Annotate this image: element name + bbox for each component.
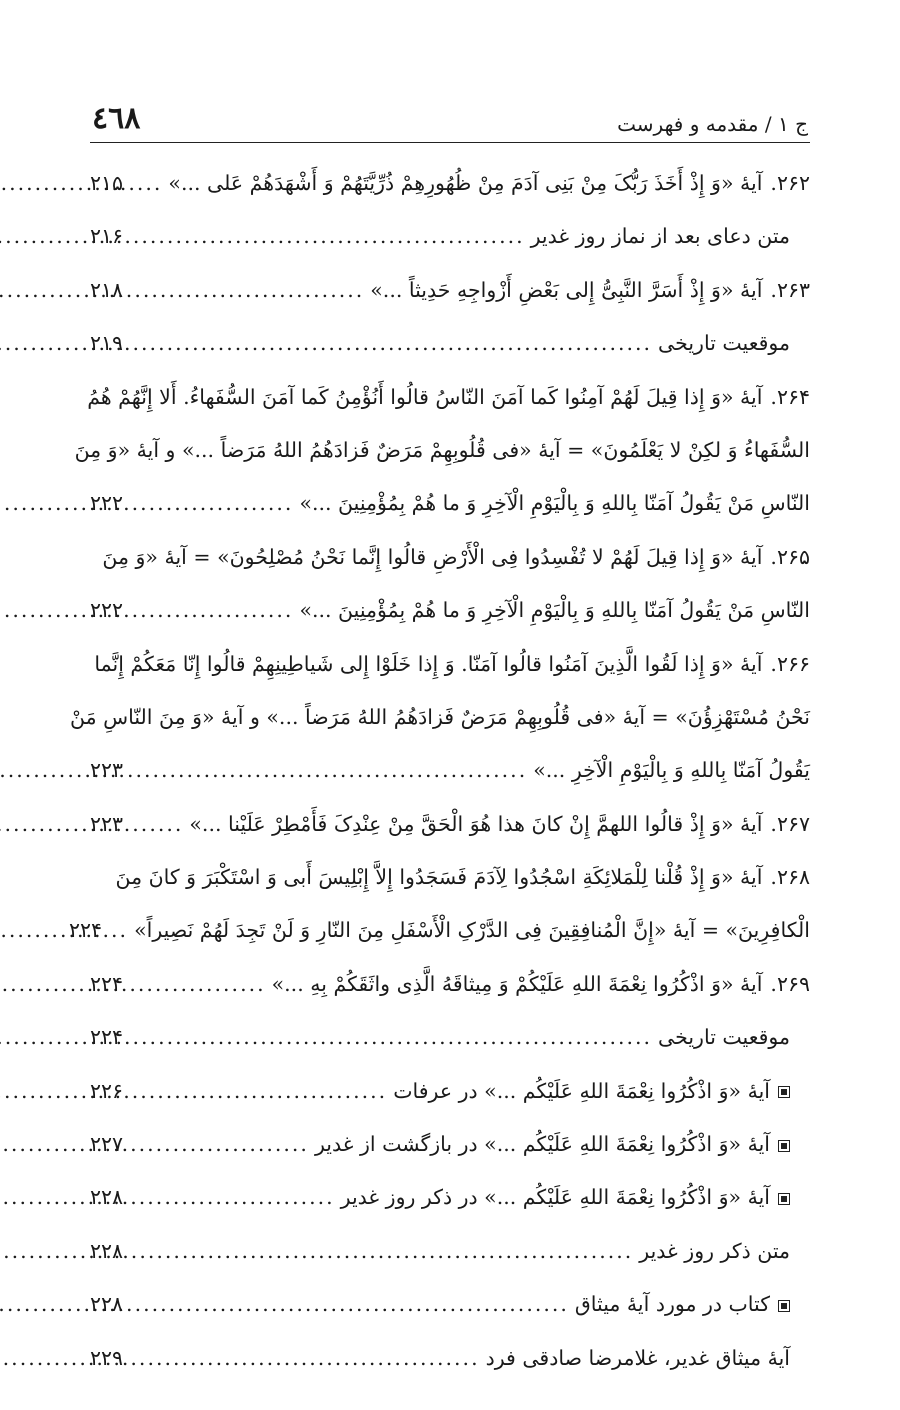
toc-line <box>90 1171 810 1224</box>
toc-line <box>90 1118 810 1171</box>
toc-entry-number: ۲۶۷. <box>770 811 810 836</box>
toc-entry-title: نَحْنُ مُسْتَهْزِؤُنَ» = آیهٔ «فی قُلُوبِهِمْ مَرَضٌ فَزادَهُمُ اللهُ مَرَضاً ...» و آیهٔ «وَ مِنَ النّاسِ مَنْ <box>69 704 810 729</box>
toc-entry-title: آیهٔ «وَ إِذْ أَسَرَّ النَّبِیُّ إِلی بَعْضِ أَزْواجِهِ حَدِیثاً ...» <box>370 277 763 302</box>
toc-entry-number: ۲۶۴. <box>770 384 810 409</box>
toc-line <box>90 958 810 1011</box>
toc-page-number: ۲۲۷ <box>90 1132 124 1157</box>
toc-entry-text <box>90 531 810 584</box>
square-bullet-icon <box>778 1086 790 1098</box>
dot-leader <box>129 210 525 263</box>
toc-line <box>87 371 810 424</box>
toc-line <box>90 157 810 210</box>
dot-leader <box>129 1278 569 1331</box>
toc-entry-text <box>658 317 790 370</box>
toc-entry-title: موقعیت تاریخی <box>658 331 790 356</box>
toc-entry-title: آیهٔ «وَ اذْکُرُوا نِعْمَةَ اللهِ عَلَیْکُم ...» در بازگشت از غدیر <box>314 1132 770 1157</box>
toc-entry-number: ۲۶۹. <box>770 971 810 996</box>
dot-leader <box>129 317 652 370</box>
toc-line <box>74 424 810 477</box>
toc-entry-text <box>134 904 810 957</box>
toc-entry-title: موقعیت تاریخی <box>658 1025 790 1050</box>
toc-page-number: ۲۲۶ <box>90 1078 124 1103</box>
toc-entry-title: آیهٔ «وَ اذْکُرُوا نِعْمَةَ اللهِ عَلَیْکُمْ وَ مِیثاقَهُ الَّذِی واثَقَکُمْ بِهِ ...» <box>271 971 763 996</box>
toc-line <box>90 1278 810 1331</box>
toc-page-number: ۲۲۴ <box>69 918 103 943</box>
page-header <box>90 92 810 143</box>
dot-leader <box>129 1065 387 1118</box>
toc-page-number: ۲۲۸ <box>90 1185 124 1210</box>
toc-entry-text <box>272 958 810 1011</box>
table-of-contents <box>69 157 810 1385</box>
toc-entry-text <box>189 798 810 851</box>
toc-entry-text <box>168 157 810 210</box>
toc-entry-number: ۲۶۲. <box>770 171 810 195</box>
toc-entry-number: ۲۶۵. <box>770 544 810 569</box>
toc-line <box>90 264 810 317</box>
toc-entry-title: آیهٔ «وَ إِذا لَقُوا الَّذِینَ آمَنُوا قالُوا آمَنّا. وَ إِذا خَلَوْا إِلی شَیاطِینِهِمْ قالُوا إِنّا مَعَکُمْ إِنَّما <box>94 651 763 676</box>
toc-entry-text <box>575 1278 790 1331</box>
toc-line <box>90 638 810 691</box>
toc-line <box>90 317 810 370</box>
toc-page-number: ۲۲۸ <box>90 1238 124 1263</box>
toc-entry-text <box>658 1011 790 1064</box>
toc-page-number: ۲۲۳ <box>90 811 124 836</box>
toc-line <box>90 1065 810 1118</box>
toc-page-number: ۲۲۳ <box>90 758 124 783</box>
toc-entry-title: آیهٔ میثاق غدیر، غلامرضا صادقی فرد <box>485 1345 790 1370</box>
dot-leader <box>129 1171 335 1224</box>
toc-page-number: ۲۱۹ <box>90 331 124 356</box>
toc-line <box>90 798 810 851</box>
toc-entry-number: ۲۶۸. <box>770 865 810 890</box>
toc-page-number: ۲۲۸ <box>90 1292 124 1317</box>
toc-entry-text <box>486 1332 790 1385</box>
toc-page-number: ۲۲۴ <box>90 971 124 996</box>
toc-entry-text <box>393 1065 790 1118</box>
toc-line <box>69 904 810 957</box>
toc-entry-title: متن دعای بعد از نماز روز غدیر <box>530 224 790 249</box>
toc-entry-text <box>315 1118 790 1171</box>
dot-leader <box>129 584 293 637</box>
dot-leader <box>129 157 162 210</box>
toc-entry-text <box>533 744 810 797</box>
dot-leader <box>129 1332 480 1385</box>
toc-entry-text <box>341 1171 790 1224</box>
book-page <box>69 92 810 1385</box>
dot-leader <box>129 958 266 1011</box>
toc-page-number: ۲۲۹ <box>90 1345 124 1370</box>
page-number: ٤٦٨ <box>92 101 141 136</box>
toc-page-number: ۲۲۲ <box>90 491 124 516</box>
toc-entry-text <box>299 584 810 637</box>
toc-line <box>90 584 810 637</box>
toc-entry-title: آیهٔ «وَ إِذْ أَخَذَ رَبُّکَ مِنْ بَنِی آدَمَ مِنْ ظُهُورِهِمْ ذُرِّیَّتَهُمْ وَ أَشْهَدَهُمْ عَلی ...» <box>168 171 763 195</box>
toc-entry-text <box>639 1225 790 1278</box>
toc-line <box>90 1225 810 1278</box>
toc-page-number: ۲۱۵ <box>90 171 124 195</box>
toc-entry-title: النّاسِ مَنْ یَقُولُ آمَنّا بِاللهِ وَ بِالْیَوْمِ الْآخِرِ وَ ما هُمْ بِمُؤْمِنِینَ ...» <box>299 491 810 516</box>
square-bullet-icon <box>778 1300 790 1312</box>
toc-entry-title: آیهٔ «وَ إِذْ قالُوا اللهمَّ إِنْ کانَ هذا هُوَ الْحَقَّ مِنْ عِنْدِکَ فَأَمْطِرْ عَلَیْنا ...» <box>189 811 763 836</box>
square-bullet-icon <box>778 1193 790 1205</box>
toc-entry-number: ۲۶۶. <box>770 651 810 676</box>
dot-leader <box>108 904 128 957</box>
toc-entry-text <box>531 210 790 263</box>
toc-line <box>90 477 810 530</box>
dot-leader <box>129 477 293 530</box>
toc-page-number: ۲۱۸ <box>90 277 124 302</box>
running-title: ج ۱ / مقدمه و فهرست <box>617 112 808 136</box>
toc-entry-title: الْکافِرِینَ» = آیهٔ «إِنَّ الْمُنافِقِینَ فِی الدَّرْکِ الْأَسْفَلِ مِنَ النّارِ وَ لَنْ تَجِدَ لَهُمْ نَصِیراً» <box>134 918 810 943</box>
toc-entry-text <box>299 477 810 530</box>
toc-entry-title: السُّفَهاءُ وَ لکِنْ لا یَعْلَمُونَ» = آیهٔ «فی قُلُوبِهِمْ مَرَضٌ فَزادَهُمُ اللهُ مَرَضاً ...» و آیهٔ «وَ مِنَ <box>74 437 810 462</box>
toc-entry-title: آیهٔ «وَ إِذا قِیلَ لَهُمْ آمِنُوا کَما آمَنَ النّاسُ قالُوا أَنُؤْمِنُ کَما آمَنَ السُّفَهاءُ. أَلا إِنَّهُمْ هُمُ <box>87 384 763 409</box>
toc-entry-title: متن ذکر روز غدیر <box>639 1238 790 1263</box>
toc-page-number: ۲۲۲ <box>90 598 124 623</box>
toc-entry-text <box>90 851 810 904</box>
toc-line <box>90 851 810 904</box>
square-bullet-icon <box>778 1140 790 1152</box>
toc-line <box>69 691 810 744</box>
toc-entry-number: ۲۶۳. <box>770 277 810 302</box>
toc-line <box>90 744 810 797</box>
dot-leader <box>129 744 527 797</box>
toc-line <box>90 1332 810 1385</box>
dot-leader <box>129 1225 633 1278</box>
toc-line <box>90 531 810 584</box>
toc-line <box>90 1011 810 1064</box>
dot-leader <box>129 1011 652 1064</box>
dot-leader <box>129 798 183 851</box>
toc-entry-text <box>90 638 810 691</box>
toc-entry-text <box>75 424 810 477</box>
toc-entry-title: آیهٔ «وَ اذْکُرُوا نِعْمَةَ اللهِ عَلَیْکُم ...» در ذکر روز غدیر <box>340 1185 770 1210</box>
toc-entry-text <box>70 691 810 744</box>
toc-page-number: ۲۱۶ <box>90 224 124 249</box>
dot-leader <box>129 264 364 317</box>
toc-entry-title: آیهٔ «وَ اذْکُرُوا نِعْمَةَ اللهِ عَلَیْکُم ...» در عرفات <box>393 1078 770 1103</box>
dot-leader <box>129 1118 309 1171</box>
toc-entry-text <box>370 264 810 317</box>
toc-entry-text <box>87 371 810 424</box>
toc-entry-title: آیهٔ «وَ إِذْ قُلْنا لِلْمَلائِکَةِ اسْجُدُوا لِآدَمَ فَسَجَدُوا إِلاَّ إِبْلِیسَ أَبی وَ اسْتَکْبَرَ وَ کانَ مِنَ <box>115 865 763 890</box>
toc-entry-title: النّاسِ مَنْ یَقُولُ آمَنّا بِاللهِ وَ بِالْیَوْمِ الْآخِرِ وَ ما هُمْ بِمُؤْمِنِینَ ...» <box>299 598 810 623</box>
toc-entry-title: یَقُولُ آمَنّا بِاللهِ وَ بِالْیَوْمِ الْآخِرِ ...» <box>533 758 810 783</box>
toc-page-number: ۲۲۴ <box>90 1025 124 1050</box>
toc-line <box>90 210 810 263</box>
toc-entry-title: آیهٔ «وَ إِذا قِیلَ لَهُمْ لا تُفْسِدُوا فِی الْأَرْضِ قالُوا إِنَّما نَحْنُ مُصْلِحُونَ» = آیهٔ «وَ مِنَ <box>102 544 763 569</box>
toc-entry-title: کتاب در مورد آیهٔ میثاق <box>574 1292 770 1317</box>
